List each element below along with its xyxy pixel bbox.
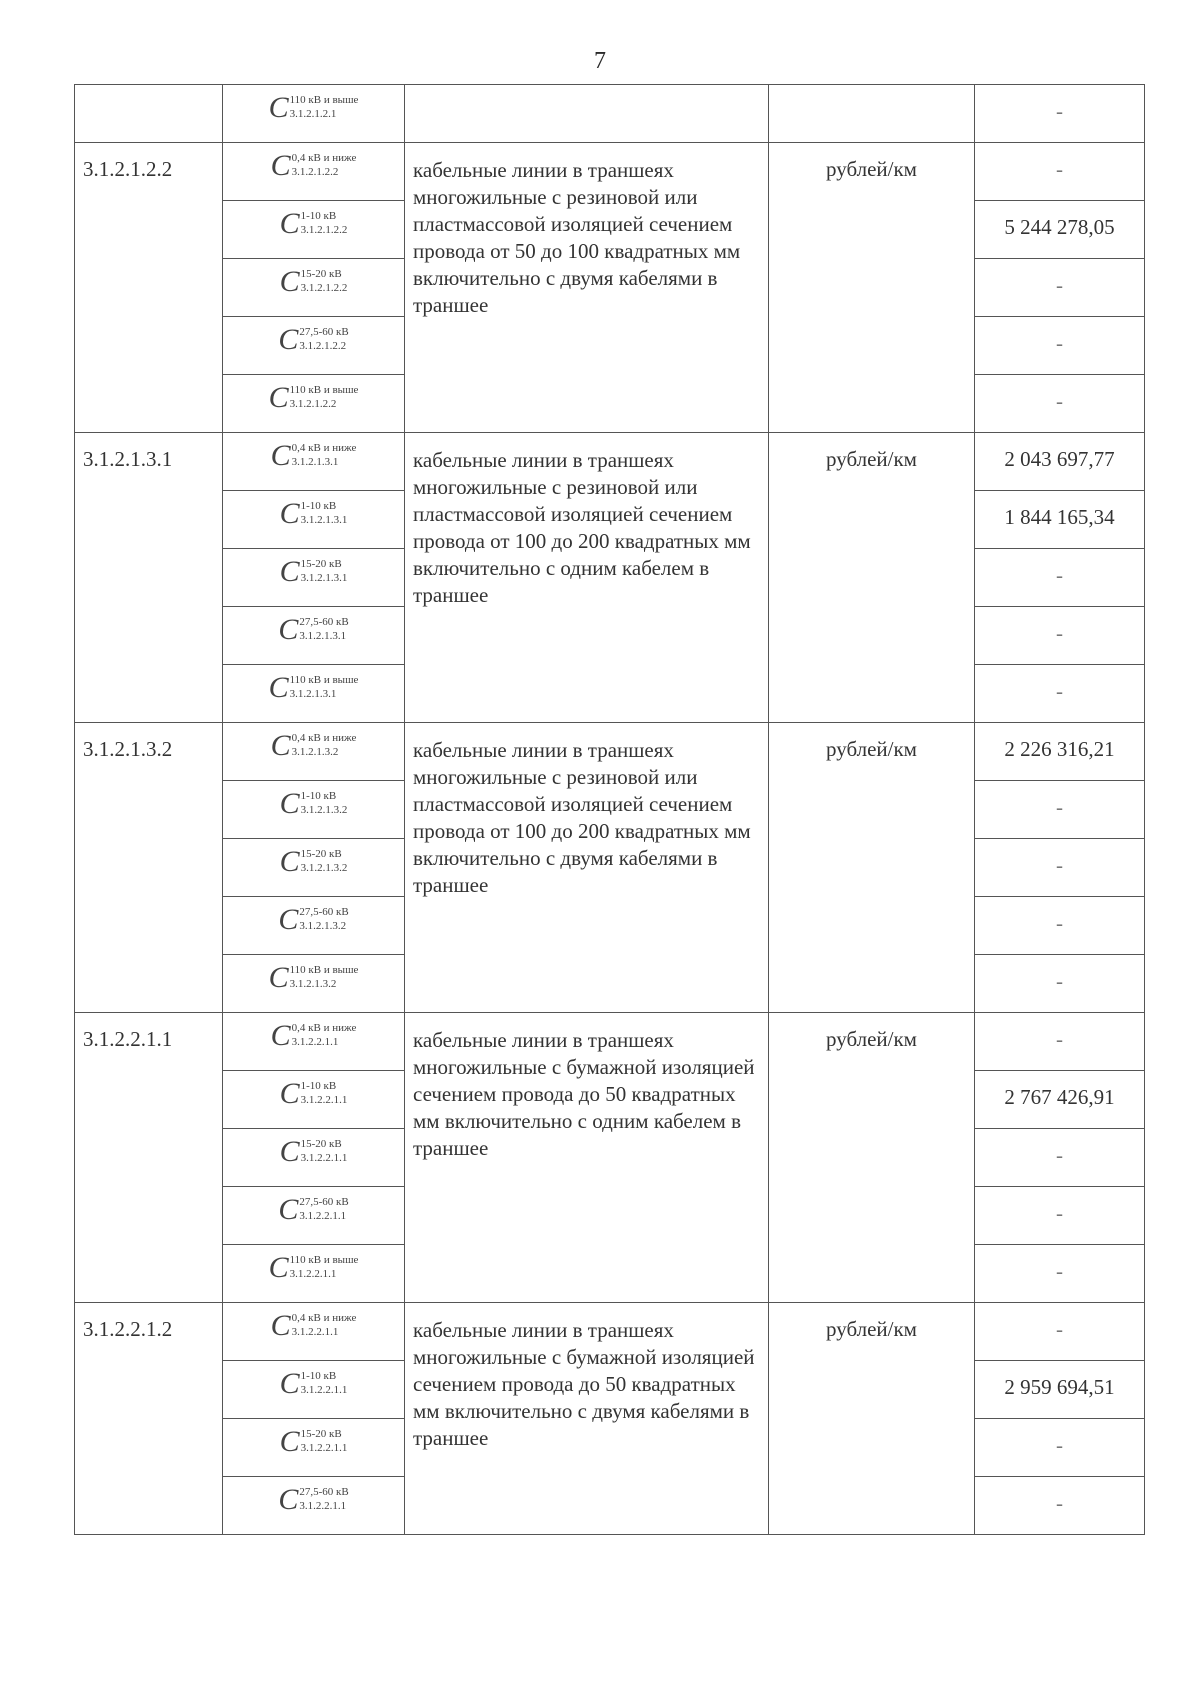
rate-value: - xyxy=(975,1303,1145,1361)
rate-formula: C 15-20 кВ 3.1.2.1.3.2 xyxy=(279,845,348,878)
rate-index: 3.1.2.1.3.1 xyxy=(300,514,348,526)
rate-formula: C 0,4 кВ и ниже 3.1.2.1.2.2 xyxy=(270,149,357,182)
rate-formula: C 1-10 кВ 3.1.2.1.2.2 xyxy=(279,207,348,240)
voltage-class: 110 кВ и выше xyxy=(289,384,359,396)
rate-symbol xyxy=(223,723,405,781)
rate-formula: C 0,4 кВ и ниже 3.1.2.1.3.2 xyxy=(270,729,357,762)
voltage-class: 110 кВ и выше xyxy=(289,1254,359,1266)
rate-formula: C 110 кВ и выше 3.1.2.1.2.1 xyxy=(268,91,359,124)
rate-index: 3.1.2.1.3.2 xyxy=(300,862,348,874)
rate-symbol xyxy=(223,549,405,607)
voltage-class: 15-20 кВ xyxy=(300,848,342,860)
item-description: кабельные линии в траншеях многожильные с резиновой или пластмассовой изоляцией сечением провода от 100 до 200 квадратных мм включительно с одним кабелем в траншее xyxy=(405,433,769,723)
rate-value: 5 244 278,05 xyxy=(975,201,1145,259)
rate-value: - xyxy=(975,1419,1145,1477)
item-description: кабельные линии в траншеях многожильные с резиновой или пластмассовой изоляцией сечением провода от 50 до 100 квадратных мм включительно с двумя кабелями в траншее xyxy=(405,143,769,433)
voltage-class: 0,4 кВ и ниже xyxy=(291,442,357,454)
rate-formula: C 0,4 кВ и ниже 3.1.2.2.1.1 xyxy=(270,1309,357,1342)
voltage-class: 110 кВ и выше xyxy=(289,964,359,976)
rate-value: 2 226 316,21 xyxy=(975,723,1145,781)
rate-value: - xyxy=(975,1187,1145,1245)
rate-index: 3.1.2.1.3.1 xyxy=(289,688,337,700)
rate-index: 3.1.2.1.2.1 xyxy=(289,108,337,120)
rate-symbol xyxy=(223,1187,405,1245)
rate-index: 3.1.2.1.2.2 xyxy=(291,166,339,178)
voltage-class: 0,4 кВ и ниже xyxy=(291,732,357,744)
rate-formula: C 15-20 кВ 3.1.2.1.3.1 xyxy=(279,555,348,588)
voltage-class: 27,5-60 кВ xyxy=(299,326,349,338)
rate-value: - xyxy=(975,1129,1145,1187)
rate-value: - xyxy=(975,143,1145,201)
table-row xyxy=(75,723,1145,781)
voltage-class: 27,5-60 кВ xyxy=(299,1486,349,1498)
table-row xyxy=(75,85,1145,143)
rate-value: 2 043 697,77 xyxy=(975,433,1145,491)
rate-index: 3.1.2.1.3.2 xyxy=(299,920,347,932)
rate-value: - xyxy=(975,549,1145,607)
table-row xyxy=(75,1303,1145,1361)
rate-symbol xyxy=(223,317,405,375)
rate-symbol xyxy=(223,1303,405,1361)
rate-formula: C 27,5-60 кВ 3.1.2.1.2.2 xyxy=(278,323,349,356)
item-code: 3.1.2.1.3.2 xyxy=(75,723,223,1013)
rate-value: - xyxy=(975,955,1145,1013)
rate-value: - xyxy=(975,85,1145,143)
table-row xyxy=(75,1013,1145,1071)
rate-formula: C 1-10 кВ 3.1.2.2.1.1 xyxy=(279,1367,348,1400)
rate-formula: C 110 кВ и выше 3.1.2.1.3.1 xyxy=(268,671,359,704)
rate-index: 3.1.2.2.1.1 xyxy=(291,1326,339,1338)
rate-value: - xyxy=(975,665,1145,723)
rate-formula: C 27,5-60 кВ 3.1.2.1.3.1 xyxy=(278,613,349,646)
rate-formula: C 27,5-60 кВ 3.1.2.2.1.1 xyxy=(278,1483,349,1516)
rate-symbol xyxy=(223,1477,405,1535)
unit-of-measure xyxy=(769,85,975,143)
rate-symbol xyxy=(223,1129,405,1187)
rate-symbol xyxy=(223,1013,405,1071)
rate-value: - xyxy=(975,1477,1145,1535)
item-description xyxy=(405,85,769,143)
voltage-class: 1-10 кВ xyxy=(300,790,337,802)
tariff-table xyxy=(74,84,1145,1535)
rate-formula: C 27,5-60 кВ 3.1.2.2.1.1 xyxy=(278,1193,349,1226)
voltage-class: 1-10 кВ xyxy=(300,500,337,512)
rate-symbol xyxy=(223,85,405,143)
rate-symbol xyxy=(223,897,405,955)
rate-index: 3.1.2.2.1.1 xyxy=(300,1442,348,1454)
voltage-class: 15-20 кВ xyxy=(300,1138,342,1150)
voltage-class: 0,4 кВ и ниже xyxy=(291,152,357,164)
rate-symbol xyxy=(223,1419,405,1477)
voltage-class: 27,5-60 кВ xyxy=(299,906,349,918)
voltage-class: 15-20 кВ xyxy=(300,558,342,570)
rate-formula: C 15-20 кВ 3.1.2.1.2.2 xyxy=(279,265,348,298)
table-row xyxy=(75,433,1145,491)
rate-symbol xyxy=(223,1245,405,1303)
rate-formula: C 110 кВ и выше 3.1.2.1.3.2 xyxy=(268,961,359,994)
rate-symbol xyxy=(223,781,405,839)
unit-of-measure: рублей/км xyxy=(769,1303,975,1535)
rate-symbol xyxy=(223,839,405,897)
rate-symbol xyxy=(223,665,405,723)
rate-symbol xyxy=(223,1361,405,1419)
rate-value: 2 767 426,91 xyxy=(975,1071,1145,1129)
rate-index: 3.1.2.1.2.2 xyxy=(289,398,337,410)
page-number: 7 xyxy=(594,48,606,74)
rate-formula: C 110 кВ и выше 3.1.2.2.1.1 xyxy=(268,1251,359,1284)
item-code: 3.1.2.2.1.1 xyxy=(75,1013,223,1303)
rate-symbol xyxy=(223,143,405,201)
rate-index: 3.1.2.2.1.1 xyxy=(300,1094,348,1106)
rate-index: 3.1.2.1.3.1 xyxy=(300,572,348,584)
rate-value: - xyxy=(975,375,1145,433)
rate-symbol xyxy=(223,607,405,665)
rate-formula: C 15-20 кВ 3.1.2.2.1.1 xyxy=(279,1425,348,1458)
rate-symbol xyxy=(223,201,405,259)
rate-value: - xyxy=(975,607,1145,665)
voltage-class: 15-20 кВ xyxy=(300,268,342,280)
rate-index: 3.1.2.1.3.1 xyxy=(291,456,339,468)
unit-of-measure: рублей/км xyxy=(769,433,975,723)
rate-formula: C 0,4 кВ и ниже 3.1.2.2.1.1 xyxy=(270,1019,357,1052)
rate-value: 1 844 165,34 xyxy=(975,491,1145,549)
rate-formula: C 1-10 кВ 3.1.2.1.3.2 xyxy=(279,787,348,820)
rate-symbol xyxy=(223,433,405,491)
rate-index: 3.1.2.1.2.2 xyxy=(299,340,347,352)
rate-formula: C 27,5-60 кВ 3.1.2.1.3.2 xyxy=(278,903,349,936)
rate-formula: C 1-10 кВ 3.1.2.2.1.1 xyxy=(279,1077,348,1110)
rate-value: - xyxy=(975,1245,1145,1303)
rate-value: - xyxy=(975,259,1145,317)
rate-index: 3.1.2.2.1.1 xyxy=(299,1210,347,1222)
voltage-class: 15-20 кВ xyxy=(300,1428,342,1440)
unit-of-measure: рублей/км xyxy=(769,1013,975,1303)
rate-index: 3.1.2.2.1.1 xyxy=(299,1500,347,1512)
rate-index: 3.1.2.1.3.1 xyxy=(299,630,347,642)
item-code: 3.1.2.1.2.2 xyxy=(75,143,223,433)
rate-symbol xyxy=(223,1071,405,1129)
rate-formula: C 0,4 кВ и ниже 3.1.2.1.3.1 xyxy=(270,439,357,472)
rate-value: - xyxy=(975,897,1145,955)
rate-value: - xyxy=(975,1013,1145,1071)
unit-of-measure: рублей/км xyxy=(769,723,975,1013)
rate-value: - xyxy=(975,781,1145,839)
item-description: кабельные линии в траншеях многожильные с бумажной изоляцией сечением провода до 50 квадратных мм включительно с двумя кабелями в траншее xyxy=(405,1303,769,1535)
voltage-class: 1-10 кВ xyxy=(300,1370,337,1382)
voltage-class: 27,5-60 кВ xyxy=(299,1196,349,1208)
item-description: кабельные линии в траншеях многожильные с бумажной изоляцией сечением провода до 50 квадратных мм включительно с одним кабелем в траншее xyxy=(405,1013,769,1303)
voltage-class: 27,5-60 кВ xyxy=(299,616,349,628)
rate-index: 3.1.2.1.3.2 xyxy=(289,978,337,990)
rate-symbol xyxy=(223,259,405,317)
rate-symbol xyxy=(223,491,405,549)
item-code: 3.1.2.2.1.2 xyxy=(75,1303,223,1535)
voltage-class: 1-10 кВ xyxy=(300,1080,337,1092)
rate-index: 3.1.2.2.1.1 xyxy=(289,1268,337,1280)
rate-index: 3.1.2.1.3.2 xyxy=(291,746,339,758)
rate-value: - xyxy=(975,839,1145,897)
rate-value: - xyxy=(975,317,1145,375)
voltage-class: 110 кВ и выше xyxy=(289,94,359,106)
table-row xyxy=(75,143,1145,201)
rate-index: 3.1.2.1.2.2 xyxy=(300,282,348,294)
item-description: кабельные линии в траншеях многожильные с резиновой или пластмассовой изоляцией сечением провода от 100 до 200 квадратных мм включительно с двумя кабелями в траншее xyxy=(405,723,769,1013)
voltage-class: 0,4 кВ и ниже xyxy=(291,1022,357,1034)
rate-index: 3.1.2.2.1.1 xyxy=(300,1152,348,1164)
rate-symbol xyxy=(223,375,405,433)
rate-formula: C 1-10 кВ 3.1.2.1.3.1 xyxy=(279,497,348,530)
rate-formula: C 15-20 кВ 3.1.2.2.1.1 xyxy=(279,1135,348,1168)
voltage-class: 1-10 кВ xyxy=(300,210,337,222)
rate-index: 3.1.2.2.1.1 xyxy=(300,1384,348,1396)
rate-index: 3.1.2.1.2.2 xyxy=(300,224,348,236)
rate-symbol xyxy=(223,955,405,1013)
item-code xyxy=(75,85,223,143)
item-code: 3.1.2.1.3.1 xyxy=(75,433,223,723)
voltage-class: 110 кВ и выше xyxy=(289,674,359,686)
unit-of-measure: рублей/км xyxy=(769,143,975,433)
rate-formula: C 110 кВ и выше 3.1.2.1.2.2 xyxy=(268,381,359,414)
rate-index: 3.1.2.2.1.1 xyxy=(291,1036,339,1048)
voltage-class: 0,4 кВ и ниже xyxy=(291,1312,357,1324)
rate-index: 3.1.2.1.3.2 xyxy=(300,804,348,816)
rate-value: 2 959 694,51 xyxy=(975,1361,1145,1419)
